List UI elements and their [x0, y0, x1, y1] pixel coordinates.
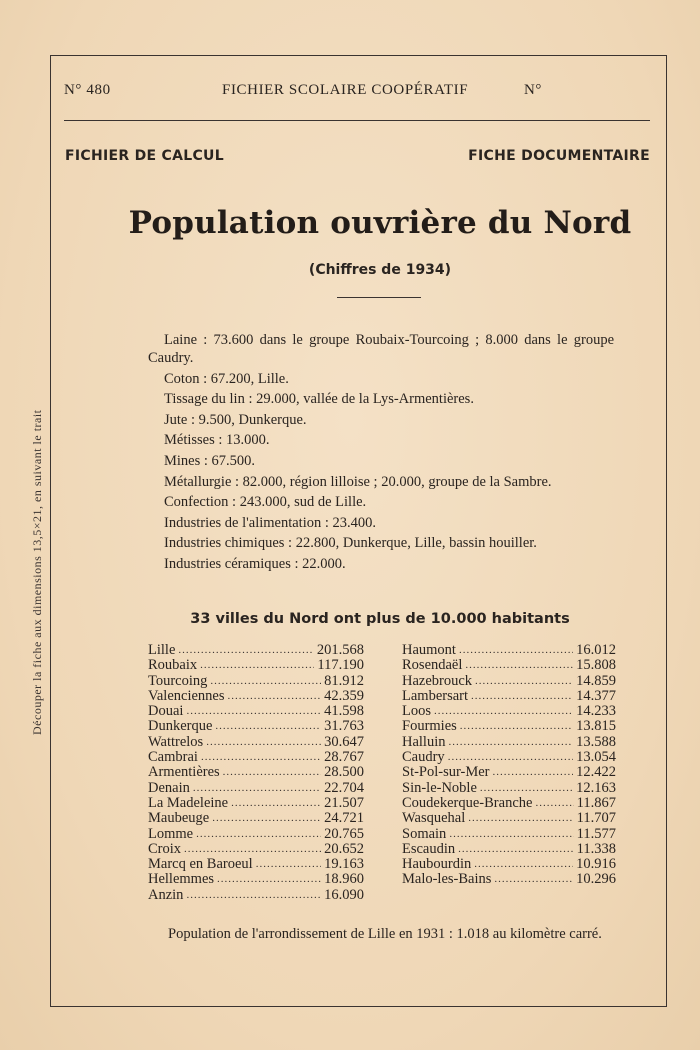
city-row [402, 857, 616, 872]
industry-item: Tissage du lin : 29.000, vallée de la Lys-Armentières. [164, 391, 474, 408]
city-population: 14.859 [576, 672, 616, 689]
city-row [402, 689, 616, 704]
city-population: 10.916 [576, 856, 616, 873]
cities-column-right [402, 643, 616, 888]
leader-dots [459, 643, 573, 658]
city-row [402, 658, 616, 673]
page-subtitle: (Chiffres de 1934) [308, 262, 452, 278]
leader-dots [471, 689, 573, 704]
leader-dots [468, 811, 573, 826]
city-population: 14.377 [576, 687, 616, 704]
city-population: 20.765 [324, 825, 364, 842]
sheet-header [62, 82, 652, 102]
city-name: Wasquehal [402, 810, 466, 827]
city-name: Lille [148, 642, 176, 658]
city-name: Roubaix [148, 657, 198, 674]
city-population: 10.296 [576, 871, 616, 888]
city-row [148, 674, 364, 689]
city-row [148, 643, 364, 658]
leader-dots [535, 796, 573, 811]
sheet-series-title: FICHIER SCOLAIRE COOPÉRATIF [222, 82, 469, 98]
city-population: 15.808 [576, 657, 616, 674]
city-row [402, 643, 616, 658]
leader-dots [231, 796, 321, 811]
industry-item: Métallurgie : 82.000, région lilloise ; 20.000, groupe de la Sambre. [164, 473, 552, 490]
city-name: Lomme [148, 825, 194, 842]
city-row [402, 827, 616, 842]
city-name: La Madeleine [148, 794, 229, 811]
city-name: Armentières [148, 764, 220, 781]
leader-dots [186, 888, 321, 903]
leader-dots [474, 857, 573, 872]
city-population: 18.960 [324, 871, 364, 888]
city-name: Denain [148, 779, 190, 796]
city-name: Maubeuge [148, 810, 210, 827]
city-name: Haumont [402, 642, 456, 658]
city-population: 19.163 [324, 856, 364, 873]
city-name: Marcq en Baroeul [148, 856, 253, 873]
city-row [148, 796, 364, 811]
city-row [148, 827, 364, 842]
leader-dots [184, 842, 321, 857]
city-row [148, 719, 364, 734]
city-row [402, 842, 616, 857]
leader-dots [493, 765, 574, 780]
leader-dots [465, 658, 573, 673]
cities-column-left [148, 643, 364, 903]
leader-dots [186, 704, 321, 719]
city-name: Halluin [402, 733, 446, 750]
leader-dots [178, 643, 313, 658]
city-name: Fourmies [402, 718, 457, 735]
industry-item: Métisses : 13.000. [164, 432, 270, 449]
city-row [148, 888, 364, 903]
city-row [148, 704, 364, 719]
leader-dots [494, 872, 573, 887]
city-row [402, 781, 616, 796]
city-population: 11.577 [576, 825, 616, 842]
leader-dots [201, 750, 321, 765]
city-population: 20.652 [324, 840, 364, 857]
city-row [402, 704, 616, 719]
industry-item: Industries de l'alimentation : 23.400. [164, 514, 377, 531]
leader-dots [475, 674, 573, 689]
city-row [402, 811, 616, 826]
city-row [148, 689, 364, 704]
city-population: 11.338 [576, 840, 616, 857]
industry-item: Industries chimiques : 22.800, Dunkerque, Lille, bassin houiller. [164, 535, 537, 552]
city-population: 14.233 [576, 703, 616, 720]
city-row [402, 872, 616, 887]
leader-dots [458, 842, 574, 857]
city-name: Dunkerque [148, 718, 213, 735]
industry-item: Coton : 67.200, Lille. [164, 370, 289, 387]
industries-list [148, 331, 614, 576]
city-name: Anzin [148, 886, 184, 903]
city-name: Cambrai [148, 749, 198, 766]
leader-dots [210, 674, 321, 689]
leader-dots [223, 765, 321, 780]
leader-dots [449, 735, 574, 750]
city-row [402, 796, 616, 811]
city-population: 30.647 [324, 733, 364, 750]
city-row [148, 872, 364, 887]
city-row [148, 765, 364, 780]
leader-dots [206, 735, 321, 750]
title-divider [337, 297, 421, 298]
city-name: Escaudin [402, 840, 456, 857]
city-name: Douai [148, 703, 184, 720]
leader-dots [449, 827, 573, 842]
city-population: 42.359 [324, 687, 364, 704]
city-population: 28.500 [324, 764, 364, 781]
city-name: Tourcoing [148, 672, 208, 689]
city-population: 201.568 [316, 642, 364, 658]
sheet-number-left: N° 480 [64, 82, 111, 98]
city-population: 13.815 [576, 718, 616, 735]
city-row [148, 781, 364, 796]
city-name: Valenciennes [148, 687, 225, 704]
density-note: Population de l'arrondissement de Lille en 1931 : 1.018 au kilomètre carré. [168, 926, 602, 942]
city-row [148, 735, 364, 750]
city-population: 11.867 [576, 794, 616, 811]
city-name: Hazebrouck [402, 672, 473, 689]
leader-dots [200, 658, 314, 673]
city-name: Croix [148, 840, 182, 857]
page-title: Population ouvrière du Nord [128, 205, 632, 241]
industry-item: Laine : 73.600 dans le groupe Roubaix-Tourcoing ; 8.000 dans le groupe Caudry. [148, 332, 614, 366]
city-population: 81.912 [324, 672, 364, 689]
city-row [402, 719, 616, 734]
city-population: 12.163 [576, 779, 616, 796]
city-population: 117.190 [317, 657, 364, 674]
category-label-right: FICHE DOCUMENTAIRE [468, 148, 650, 164]
leader-dots [215, 719, 321, 734]
city-population: 13.588 [576, 733, 616, 750]
city-name: Somain [402, 825, 447, 842]
city-population: 41.598 [324, 703, 364, 720]
city-row [148, 658, 364, 673]
industry-item: Confection : 243.000, sud de Lille. [164, 494, 367, 511]
city-row [402, 750, 616, 765]
city-name: Rosendaël [402, 657, 463, 674]
city-population: 31.763 [324, 718, 364, 735]
city-name: St-Pol-sur-Mer [402, 764, 490, 781]
city-row [402, 674, 616, 689]
city-row [148, 811, 364, 826]
city-name: Malo-les-Bains [402, 871, 492, 888]
leader-dots [460, 719, 573, 734]
city-row [402, 765, 616, 780]
city-population: 11.707 [576, 810, 616, 827]
city-population: 21.507 [324, 794, 364, 811]
city-name: Haubourdin [402, 856, 472, 873]
city-name: Hellemmes [148, 871, 215, 888]
city-row [148, 842, 364, 857]
city-population: 16.012 [576, 642, 616, 658]
city-population: 12.422 [576, 764, 616, 781]
city-row [402, 735, 616, 750]
leader-dots [193, 781, 321, 796]
city-name: Wattrelos [148, 733, 204, 750]
leader-dots [196, 827, 321, 842]
city-name: Coudekerque-Branche [402, 794, 533, 811]
city-population: 28.767 [324, 749, 364, 766]
city-row [148, 750, 364, 765]
leader-dots [212, 811, 321, 826]
leader-dots [217, 872, 321, 887]
industry-item: Industries céramiques : 22.000. [164, 555, 346, 572]
cutting-instruction: Découper la fiche aux dimensions 13,5×21, en suivant le trait [30, 409, 44, 735]
industry-item: Jute : 9.500, Dunkerque. [164, 411, 307, 428]
city-population: 13.054 [576, 749, 616, 766]
industry-item: Mines : 67.500. [164, 452, 256, 469]
header-divider [64, 120, 650, 121]
city-name: Lambersart [402, 687, 469, 704]
city-name: Sin-le-Noble [402, 779, 477, 796]
city-population: 16.090 [324, 886, 364, 903]
city-name: Caudry [402, 749, 445, 766]
city-population: 24.721 [324, 810, 364, 827]
sheet-number-right: N° [524, 82, 543, 98]
city-population: 22.704 [324, 779, 364, 796]
leader-dots [448, 750, 573, 765]
cities-heading: 33 villes du Nord ont plus de 10.000 habitants [190, 611, 570, 627]
leader-dots [228, 689, 322, 704]
category-label-left: FICHIER DE CALCUL [65, 148, 224, 164]
city-name: Loos [402, 703, 431, 720]
leader-dots [256, 857, 321, 872]
leader-dots [434, 704, 573, 719]
leader-dots [480, 781, 573, 796]
city-row [148, 857, 364, 872]
